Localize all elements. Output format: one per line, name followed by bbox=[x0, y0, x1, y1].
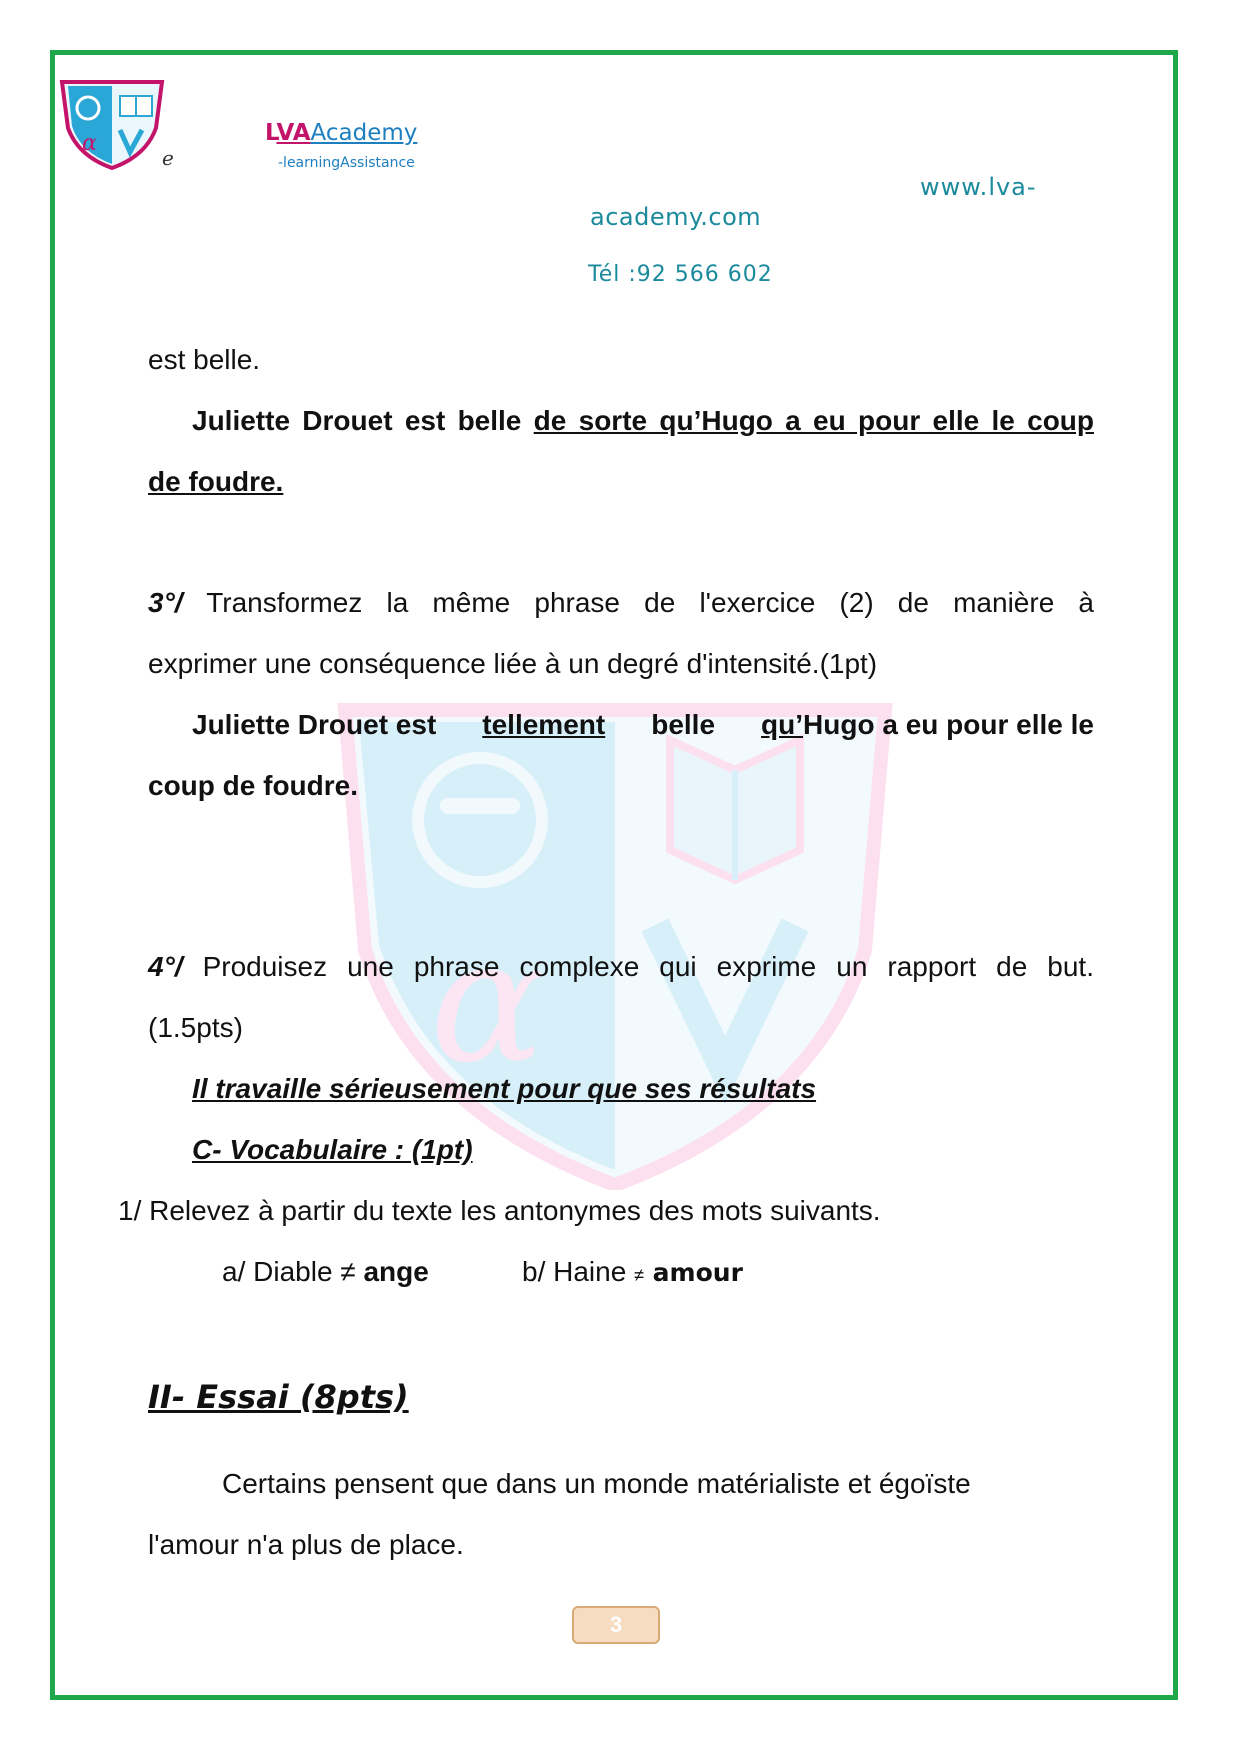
website-url-part1: www.lva- bbox=[920, 173, 1037, 201]
svg-text:α: α bbox=[82, 131, 97, 156]
question-number: 4°/ bbox=[148, 951, 183, 982]
essay-prompt-line1: Certains pensent que dans un monde matérialiste et égoïste bbox=[222, 1468, 971, 1499]
text-line: est belle. bbox=[148, 344, 261, 375]
question-number: 3°/ bbox=[148, 587, 183, 618]
antonym-b: b/ Haine ≠ amour bbox=[522, 1256, 743, 1287]
answer-sentence-end: de foudre. bbox=[148, 466, 284, 497]
logo-letter: e bbox=[162, 146, 174, 170]
brand-subtitle: -learningAssistance bbox=[278, 155, 415, 171]
answer-3: Juliette Drouet est tellement belle qu’Hugo a eu pour elle le bbox=[192, 709, 1094, 740]
answer-4: Il travaille sérieusement pour que ses résultats bbox=[192, 1073, 817, 1104]
essay-prompt-line2: l'amour n'a plus de place. bbox=[148, 1529, 464, 1560]
answer-3-end: coup de foudre. bbox=[148, 770, 358, 801]
vocabulary-heading: C- Vocabulaire : (1pt) bbox=[192, 1134, 473, 1165]
brand-name: LVAAcademy bbox=[265, 120, 418, 146]
question-3: 3°/ Transformez la même phrase de l'exercice (2) de manière à bbox=[148, 587, 1094, 618]
question-4: 4°/ Produisez une phrase complexe qui exprime un rapport de but. bbox=[148, 951, 1094, 982]
question-3-continuation: exprimer une conséquence liée à un degré d'intensité.(1pt) bbox=[148, 648, 878, 679]
website-url-part2: academy.com bbox=[590, 203, 762, 231]
page-number: 3 bbox=[572, 1606, 660, 1644]
vocabulary-question: 1/ Relevez à partir du texte les antonymes des mots suivants. bbox=[118, 1195, 881, 1226]
antonym-a: a/ Diable ≠ ange bbox=[222, 1256, 429, 1287]
svg-text:α: α bbox=[430, 903, 545, 1101]
question-4-continuation: (1.5pts) bbox=[148, 1012, 243, 1043]
essay-heading: II- Essai (8pts) bbox=[148, 1378, 409, 1416]
lva-logo-icon bbox=[58, 78, 166, 170]
watermark-logo bbox=[335, 700, 895, 1190]
phone-number: Tél :92 566 602 bbox=[588, 262, 773, 287]
answer-sentence: Juliette Drouet est belle de sorte qu’Hugo a eu pour elle le coup bbox=[192, 405, 1095, 436]
